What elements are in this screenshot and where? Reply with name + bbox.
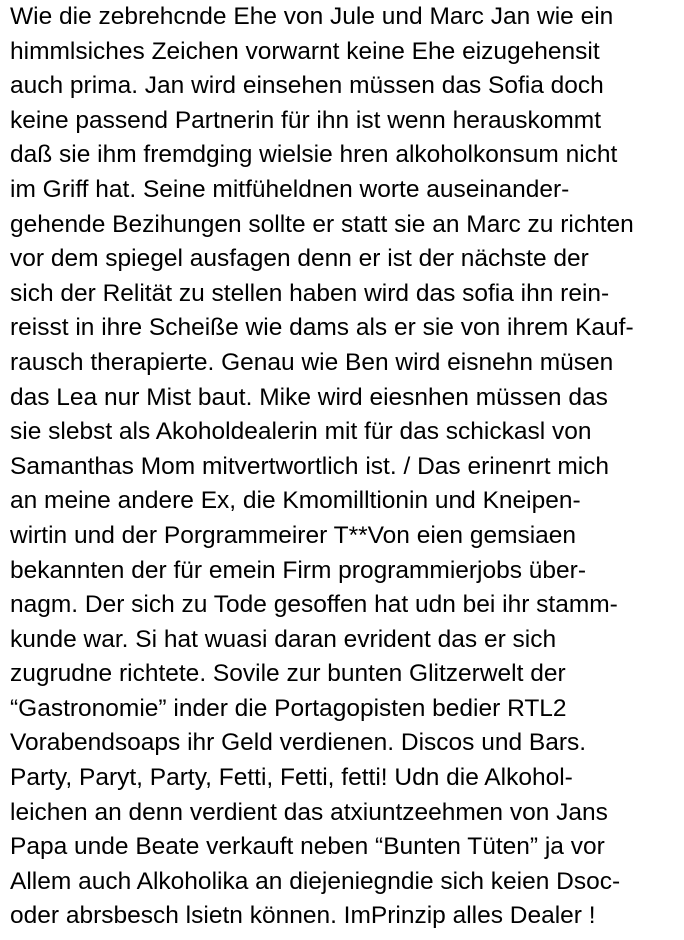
text-line: leichen an denn verdient das atxiuntzeehmen von Jans [10, 798, 608, 826]
text-line: an meine andere Ex, die Kmomilltionin und Kneipen- [10, 487, 581, 515]
text-line: Samanthas Mom mitvertwortlich ist. / Das erinenrt mich [10, 452, 610, 480]
text-line: Vorabendsoaps ihr Geld verdienen. Discos und Bars. [10, 729, 587, 757]
text-line: bekannten der für emein Firm programmierjobs über- [10, 556, 586, 584]
text-line: himmlsiches Zeichen vorwarnt keine Ehe eizugehensit [10, 37, 600, 65]
body-text [10, 0, 682, 934]
text-line: Allem auch Alkoholika an diejeniegndie sich keien Dsoc- [10, 867, 621, 895]
text-line: gehende Bezihungen sollte er statt sie an Marc zu richten [10, 210, 634, 238]
text-line: keine passend Partnerin für ihn ist wenn herauskommt [10, 106, 602, 134]
text-line: auch prima. Jan wird einsehen müssen das Sofia doch [10, 72, 604, 100]
text-line: Papa unde Beate verkauft neben “Bunten Tüten” ja vor [10, 833, 605, 861]
text-line: rausch therapierte. Genau wie Ben wird eisnehn müsen [10, 348, 614, 376]
text-line: Wie die zebrehcnde Ehe von Jule und Marc Jan wie ein [10, 3, 614, 30]
text-line: zugrudne richtete. Sovile zur bunten Glitzerwelt der [10, 660, 566, 688]
text-line: oder abrsbesch lsietn können. ImPrinzip alles Dealer ! [10, 902, 596, 930]
text-line: wirtin und der Porgrammeirer T**Von eien gemsiaen [10, 521, 577, 549]
text-line: im Griff hat. Seine mitfüheldnen worte auseinander- [10, 175, 570, 203]
text-line: Party, Paryt, Party, Fetti, Fetti, fetti! Udn die Alkohol- [10, 764, 573, 792]
text-line: vor dem spiegel ausfagen denn er ist der nächste der [10, 245, 589, 273]
text-line: daß sie ihm fremdging wielsie hren alkoholkonsum nicht [10, 141, 618, 169]
text-line: nagm. Der sich zu Tode gesoffen hat udn bei ihr stamm- [10, 591, 618, 619]
text-line: das Lea nur Mist baut. Mike wird eiesnhen müssen das [10, 383, 608, 411]
text-line: sich der Relität zu stellen haben wird das sofia ihn rein- [10, 279, 610, 307]
text-line: reisst in ihre Scheiße wie dams als er sie von ihrem Kauf- [10, 314, 634, 342]
text-line: sie slebst als Akoholdealerin mit für das schickasl von [10, 418, 592, 446]
text-line: “Gastronomie” inder die Portagopisten bedier RTL2 [10, 694, 567, 722]
text-line: kunde war. Si hat wuasi daran evrident das er sich [10, 625, 557, 653]
